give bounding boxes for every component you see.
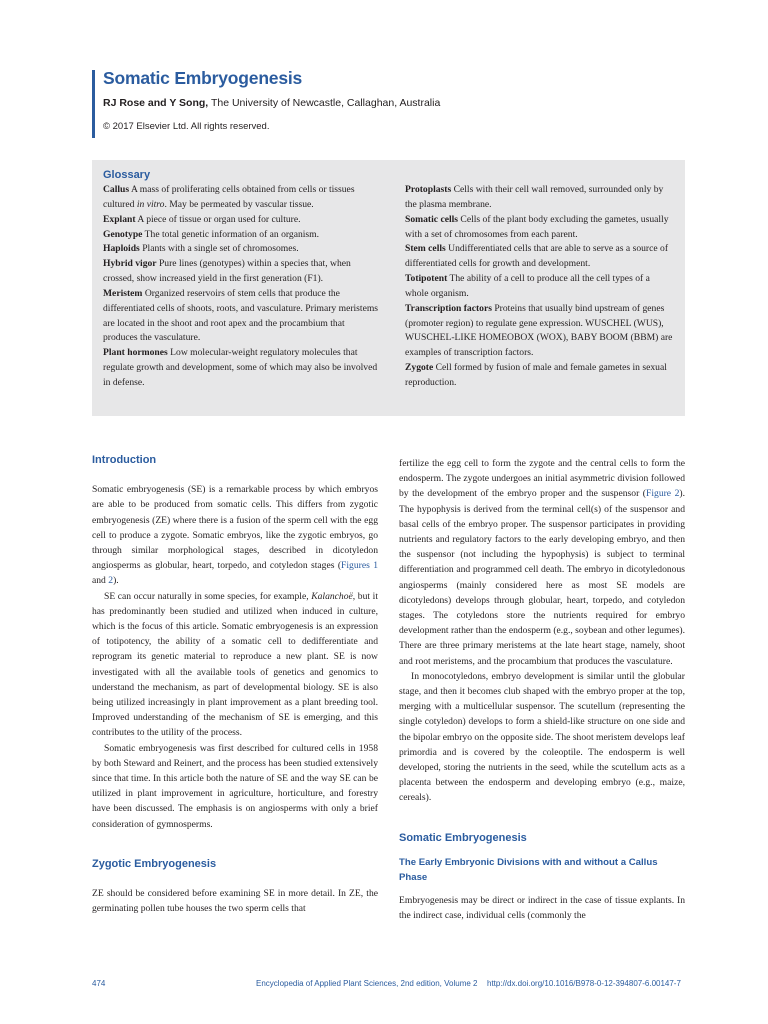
glossary-definition: Low molecular-weight regulatory molecules that regulate growth and development, some of which may also be involved in defense. xyxy=(103,347,378,388)
somatic-embryogenesis-heading: Somatic Embryogenesis xyxy=(399,831,527,844)
right-column xyxy=(399,456,685,924)
glossary-definition: Organized reservoirs of stem cells that produce the differentiated cells of shoots, roots, and vasculature. Primary meristems are located in the shoot and root apex and the procambium that produces the vasculature. xyxy=(103,287,379,344)
glossary-term: Protoplasts xyxy=(405,184,452,195)
right-paragraph-1 xyxy=(399,456,685,669)
se-paragraph-1: Embryogenesis may be direct or indirect in the case of tissue explants. In the indirect case, individual cells (commonly the xyxy=(399,895,685,922)
intro-paragraph-1 xyxy=(92,482,378,588)
glossary-definition: A piece of tissue or organ used for culture. xyxy=(135,213,301,225)
glossary-definition: Cells with their cell wall removed, surrounded only by the plasma membrane. xyxy=(405,184,664,210)
glossary-definition: . May be permeated by vascular tissue. xyxy=(164,198,314,210)
glossary-entry-plant-hormones xyxy=(103,346,379,391)
glossary-term: Transcription factors xyxy=(405,302,492,314)
glossary-entry-transcription-factors xyxy=(405,302,675,361)
glossary-term: Stem cells xyxy=(405,243,446,255)
glossary-entry-zygote xyxy=(405,361,675,391)
glossary-term: Callus xyxy=(103,184,130,195)
introduction-heading: Introduction xyxy=(92,454,157,466)
body-text: fertilize the egg cell to form the zygote and the central cells to form the endosperm. The zygote undergoes an initial asymmetric division followed by the development of the embryo proper and the suspensor ( xyxy=(399,458,685,500)
glossary-definition-italic: in vitro xyxy=(136,198,165,210)
glossary-definition: Pure lines (genotypes) within a species that, when crossed, show increased yield in the first generation (F1). xyxy=(103,258,351,285)
glossary-right-column xyxy=(405,183,675,391)
zygotic-paragraph-1: ZE should be considered before examining SE in more detail. In ZE, the germinating pollen tube houses the two sperm cells that xyxy=(92,888,378,915)
intro-text: , but it has predominantly been studied and utilized when induced in culture, which is the focus of this article. Somatic embryogenesis is an expression of totipotency, the ability of a somatic cell to dedifferentiate and reprogram its genetic material to reproduce a new plant. SE is now investigated with all the available tools of genetics and genomics to understand the mechanism, as part of developmental biology. SE is also being utilized increasingly in plant improvement as a plant breeding tool. Improved understanding of the mechanism of SE is emerging, and this contributes to the utility of the process. xyxy=(92,590,378,739)
glossary-definition: The ability of a cell to produce all the cell types of a whole organism. xyxy=(405,273,650,299)
figure-2-link[interactable]: 2 xyxy=(108,575,114,587)
glossary-left-column xyxy=(103,183,379,391)
glossary-term: Meristem xyxy=(103,287,143,299)
glossary-entry-totipotent xyxy=(405,272,675,302)
glossary-entry-somatic-cells xyxy=(405,213,675,243)
early-divisions-subheading: The Early Embryonic Divisions with and without a Callus Phase xyxy=(399,856,658,884)
right-paragraph-2: In monocotyledons, embryo development is similar until the globular stage, and then it becomes club shaped with the embryo proper at the top, merging with a multicellular suspensor. The scutellum (representing the single cotyledon) develops to form a shield-like structure on one side and the bipolar embryo on the opposite side. The shoot meristem develops leaf primordia and is covered by the coleoptile. The endosperm is well developed, storing the nutrients in the seed, while the scutellum acts as a placenta between the endosperm and developing embryo (e.g., maize, cereals). xyxy=(399,670,685,804)
footer-source: Encyclopedia of Applied Plant Sciences, 2nd edition, Volume 2 xyxy=(256,979,478,988)
glossary-entry-genotype xyxy=(103,228,379,243)
figure-2-link[interactable]: Figure 2 xyxy=(646,488,680,500)
glossary-entry-hybrid-vigor xyxy=(103,257,379,287)
species-name: Kalanchoë xyxy=(311,590,353,602)
glossary-definition: Cells of the plant body excluding the gametes, usually with a set of chromosomes from each parent. xyxy=(405,213,669,240)
body-text: ). The hypophysis is derived from the terminal cell(s) of the suspensor and basal cells of the embryo proper. The suspensor participates in providing nutrients and regulatory factors to the early developing embryo, and then the suspensor (not including the hypophysis) is subject to terminal differentiation and programmed cell death. The embryo in dicotyledonous angiosperms (mainly considered here as most SE models are dicotyledons) develops through globular, heart, torpedo, and cotyledon stages. The cotyledons store the nutrients required for embryo development rather than the endosperm (e.g., soybean and other legumes). There are three primary meristems at the late heart stage, namely, shoot and root meristems, and the procambium that produces the vasculature. xyxy=(399,488,686,667)
intro-text: SE can occur naturally in some species, for example, xyxy=(104,590,312,602)
glossary-term: Zygote xyxy=(405,362,434,374)
glossary-term: Explant xyxy=(103,213,136,225)
glossary-definition: Proteins that usually bind upstream of genes (promoter region) to regulate gene expression. WUSCHEL (WUS), WUSCHEL-LIKE HOMEOBOX (WOX), BABY BOOM (BBM) are examples of transcription factors. xyxy=(405,302,673,359)
glossary-entry-meristem xyxy=(103,287,379,346)
glossary-term: Totipotent xyxy=(405,273,448,285)
figure-1-link[interactable]: Figures 1 xyxy=(341,560,378,572)
authors: RJ Rose and Y Song, xyxy=(103,97,209,109)
glossary-term: Haploids xyxy=(103,243,140,255)
glossary-entry-callus xyxy=(103,183,379,213)
glossary-definition: Cell formed by fusion of male and female gametes in sexual reproduction. xyxy=(405,362,667,388)
glossary-definition: Undifferentiated cells that are able to serve as a source of differentiated cells for growth and development. xyxy=(405,243,669,270)
zygotic-embryogenesis-heading: Zygotic Embryogenesis xyxy=(92,857,217,870)
copyright-notice: © 2017 Elsevier Ltd. All rights reserved. xyxy=(103,121,270,132)
intro-paragraph-2 xyxy=(92,589,378,741)
page-number: 474 xyxy=(92,979,106,988)
glossary-term: Hybrid vigor xyxy=(103,258,157,270)
intro-text: Somatic embryogenesis (SE) is a remarkable process by which embryos are able to be produced from somatic cells. This differs from zygotic embryogenesis (ZE) where there is a fusion of the sperm cell with the egg cell to produce a zygote. Somatic embryos, like the zygotic embryos, go through similar morphological stages, described in dicotyledon angiosperms as globular, heart, torpedo, and cotyledon stages ( xyxy=(92,484,378,572)
glossary-entry-stem-cells xyxy=(405,242,675,272)
doi-link[interactable]: http://dx.doi.org/10.1016/B978-0-12-394807-6.00147-7 xyxy=(487,979,681,988)
glossary-definition: Plants with a single set of chromosomes. xyxy=(139,243,299,255)
intro-text: ). xyxy=(113,575,119,587)
title-accent-bar xyxy=(92,70,95,138)
glossary-term: Genotype xyxy=(103,228,143,240)
intro-paragraph-3: Somatic embryogenesis was first described for cultured cells in 1958 by both Steward and Reinert, and the process has been studied extensively since that time. In this article both the nature of SE and the way SE can be utilized in plant improvement in agriculture, horticulture, and forestry have been discussed. The emphasis is on angiosperms with only a brief consideration of gymnosperms. xyxy=(92,742,378,830)
glossary-entry-haploids xyxy=(103,242,379,257)
glossary-entry-explant xyxy=(103,213,379,228)
glossary-box xyxy=(92,160,685,416)
glossary-heading: Glossary xyxy=(103,169,151,181)
glossary-definition: The total genetic information of an organism. xyxy=(142,228,320,240)
author-line xyxy=(103,97,440,109)
intro-text: and xyxy=(92,575,109,587)
glossary-term: Plant hormones xyxy=(103,347,168,359)
glossary-definition: A mass of proliferating cells obtained from cells or tissues cultured xyxy=(103,184,355,210)
left-column xyxy=(92,453,378,916)
article-title: Somatic Embryogenesis xyxy=(103,68,303,88)
affiliation: The University of Newcastle, Callaghan, Australia xyxy=(208,97,441,109)
glossary-term: Somatic cells xyxy=(405,213,459,225)
glossary-entry-protoplasts xyxy=(405,183,675,213)
